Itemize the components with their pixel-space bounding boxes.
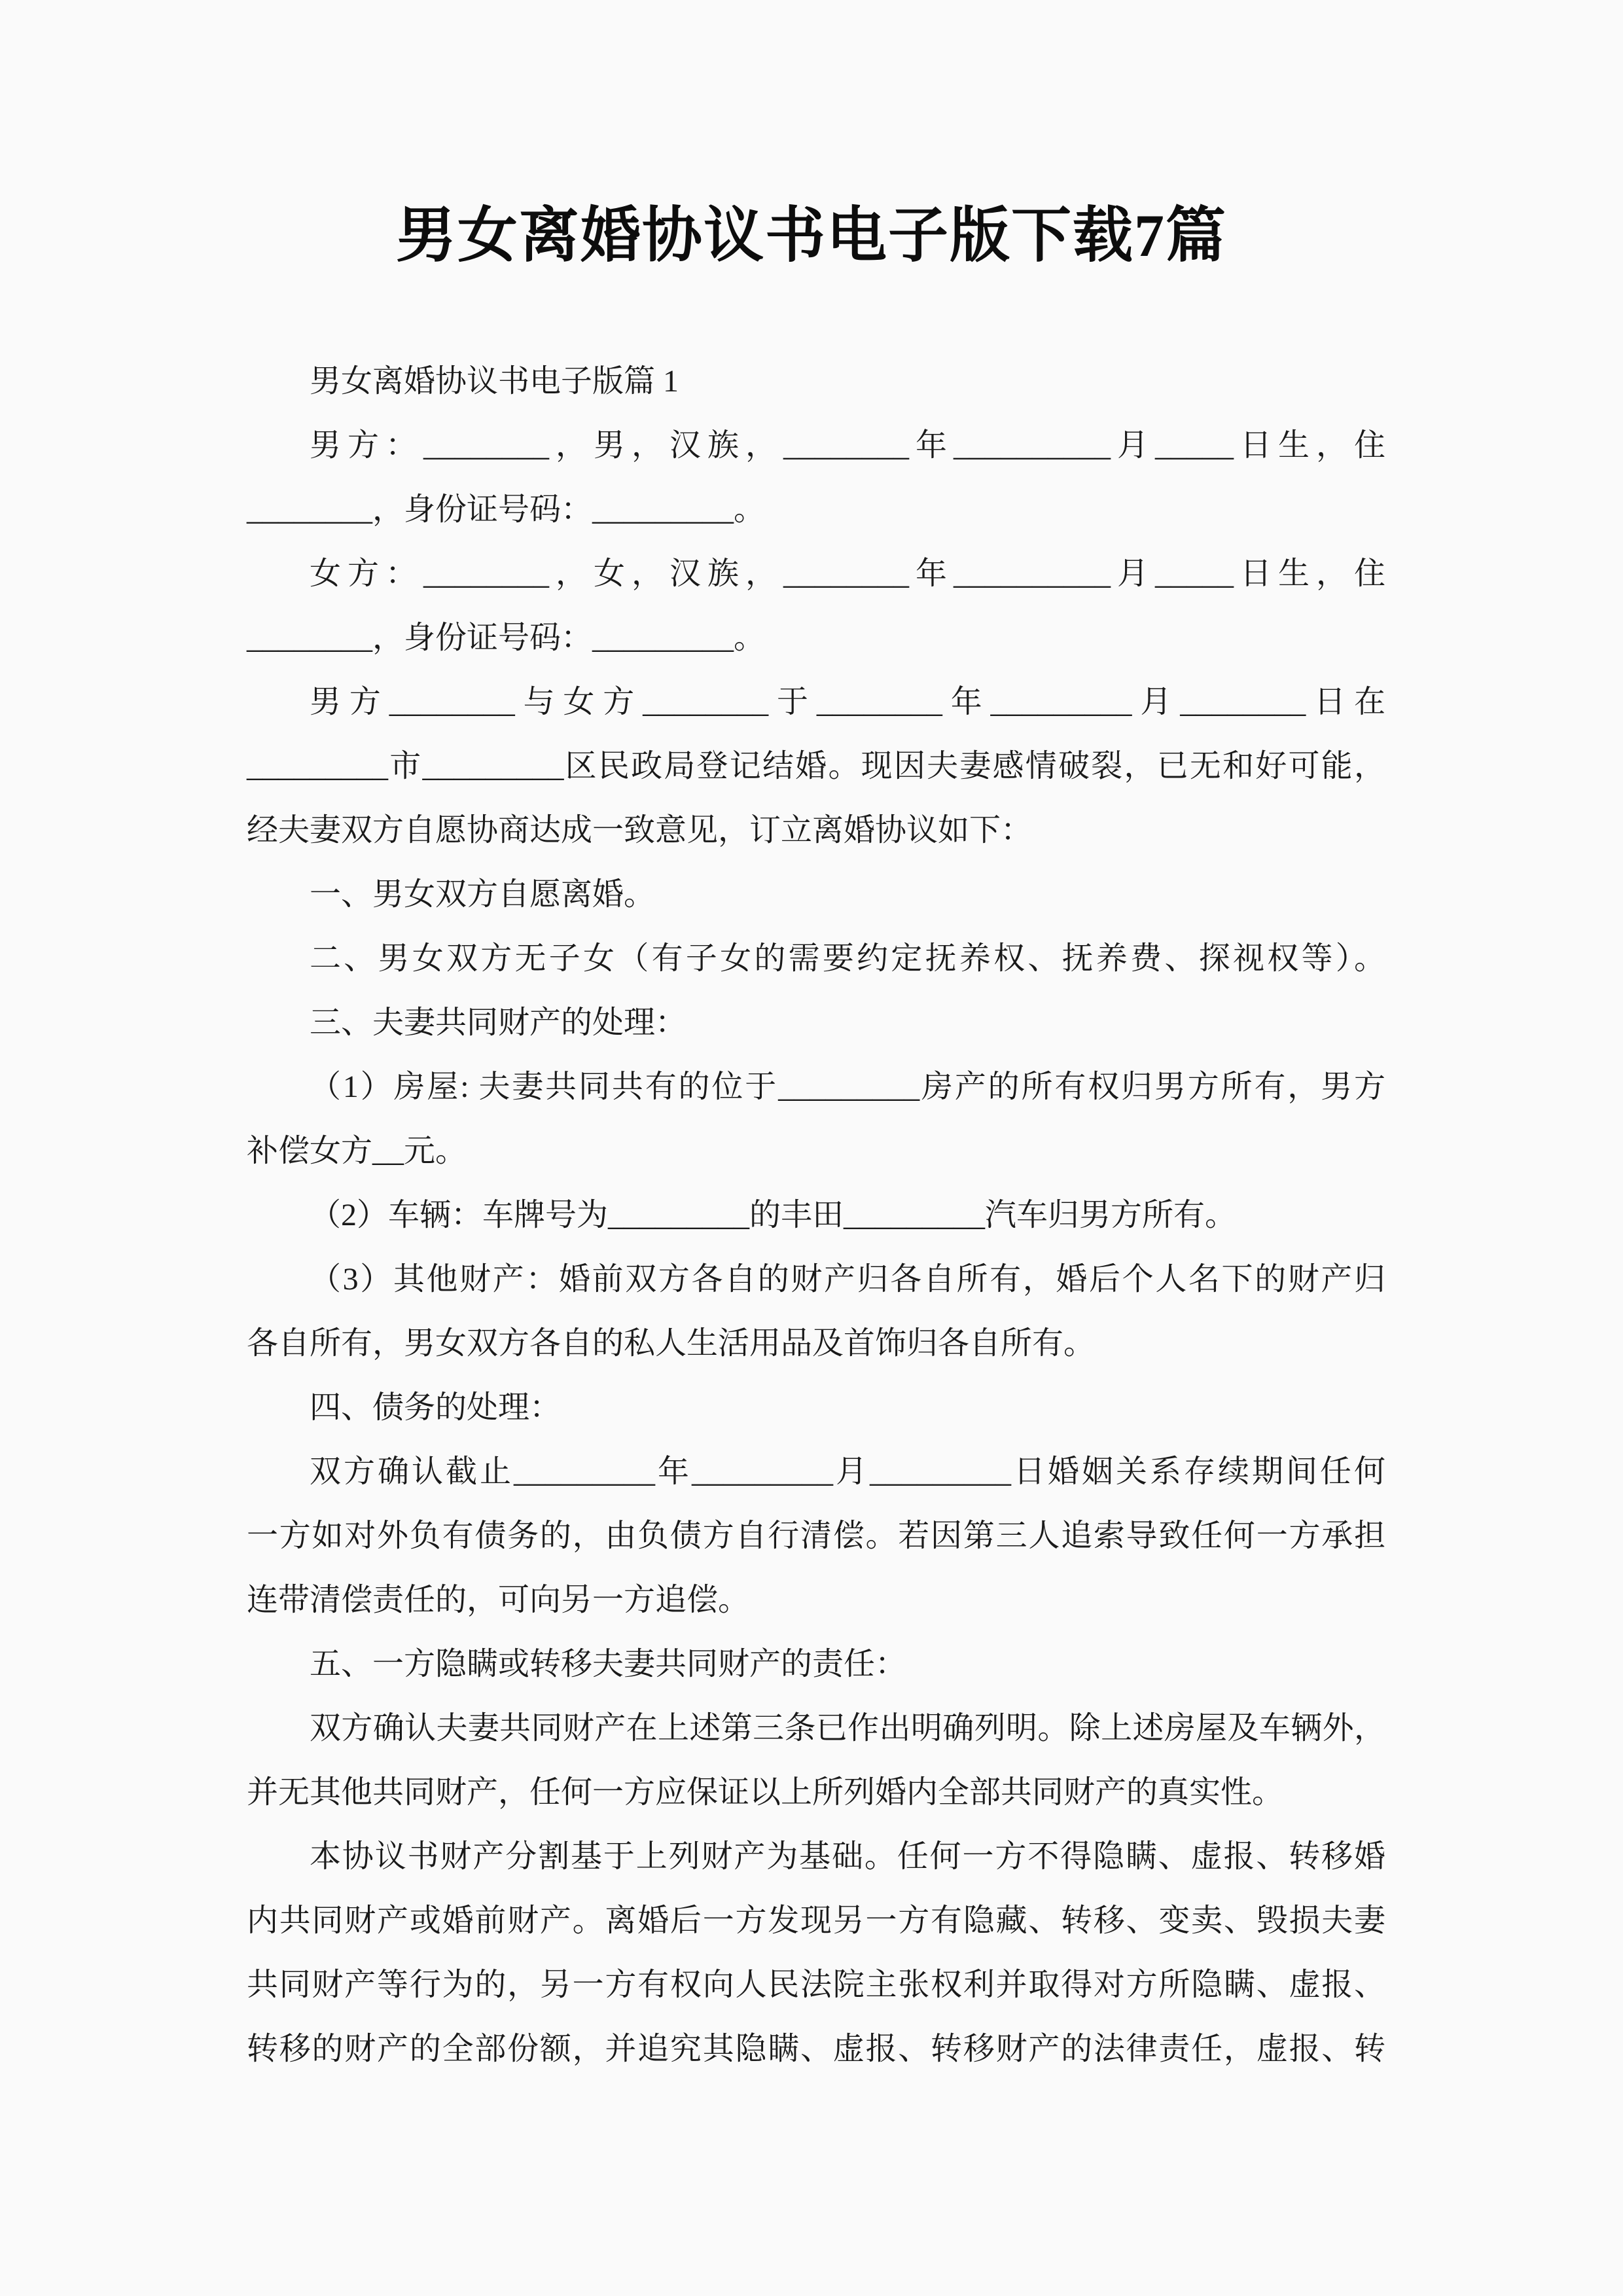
document-body	[0, 350, 1623, 2081]
doc-line: （3）其他财产：婚前双方各自的财产归各自所有，婚后个人名下的财产归	[310, 1262, 1385, 1297]
doc-line: 转移的财产的全部份额，并追究其隐瞒、虚报、转移财产的法律责任，虚报、转	[247, 2032, 1385, 2066]
doc-line: 经夫妻双方自愿协商达成一致意见，订立离婚协议如下：	[247, 813, 1033, 848]
doc-line: 五、一方隐瞒或转移夫妻共同财产的责任：	[310, 1647, 907, 1681]
doc-line: 补偿女方__元。	[247, 1134, 467, 1168]
doc-line: 共同财产等行为的，另一方有权向人民法院主张权利并取得对方所隐瞒、虚报、	[247, 1967, 1385, 2002]
doc-line: 三、夫妻共同财产的处理：	[310, 1005, 687, 1040]
doc-line: 各自所有，男女双方各自的私人生活用品及首饰归各自所有。	[247, 1326, 1096, 1361]
doc-line: 本协议书财产分割基于上列财产为基础。任何一方不得隐瞒、虚报、转移婚	[310, 1839, 1385, 1874]
doc-line: 内共同财产或婚前财产。离婚后一方发现另一方有隐藏、转移、变卖、毁损夫妻	[247, 1903, 1385, 1938]
doc-line: 四、债务的处理：	[310, 1390, 562, 1425]
doc-line: 男方________与女方________于________年_________月________日在	[310, 685, 1385, 719]
doc-line: ________，身份证号码：_________。	[247, 492, 766, 527]
doc-line: 一、男女双方自愿离婚。	[310, 877, 656, 912]
doc-line: 并无其他共同财产，任何一方应保证以上所列婚内全部共同财产的真实性。	[247, 1775, 1284, 1810]
doc-line: 女方：________，女，汉族，________年__________月_____日生，住	[310, 556, 1385, 591]
document-title: 男女离婚协议书电子版下载7篇	[395, 202, 1227, 269]
doc-line: ________，身份证号码：_________。	[247, 620, 766, 655]
doc-line: 一方如对外负有债务的，由负债方自行清偿。若因第三人追索导致任何一方承担	[247, 1518, 1385, 1553]
doc-line: 双方确认截止_________年_________月_________日婚姻关系存续期间任何	[310, 1454, 1385, 1489]
doc-line: （2）车辆：车牌号为_________的丰田_________汽车归男方所有。	[310, 1198, 1237, 1232]
document-subtitle: 男女离婚协议书电子版篇 1	[310, 364, 679, 399]
doc-line: 连带清偿责任的，可向另一方追偿。	[247, 1583, 750, 1617]
doc-line: _________市_________区民政局登记结婚。现因夫妻感情破裂，已无和好可能，	[247, 749, 1385, 783]
doc-line: 双方确认夫妻共同财产在上述第三条已作出明确列明。除上述房屋及车辆外，	[310, 1711, 1385, 1746]
doc-line: 二、男女双方无子女（有子女的需要约定抚养权、抚养费、探视权等）。	[310, 941, 1385, 976]
doc-line: 男方：________，男，汉族，________年__________月_____日生，住	[310, 428, 1385, 463]
doc-line: （1）房屋: 夫妻共同共有的位于_________房产的所有权归男方所有，男方	[310, 1069, 1385, 1104]
